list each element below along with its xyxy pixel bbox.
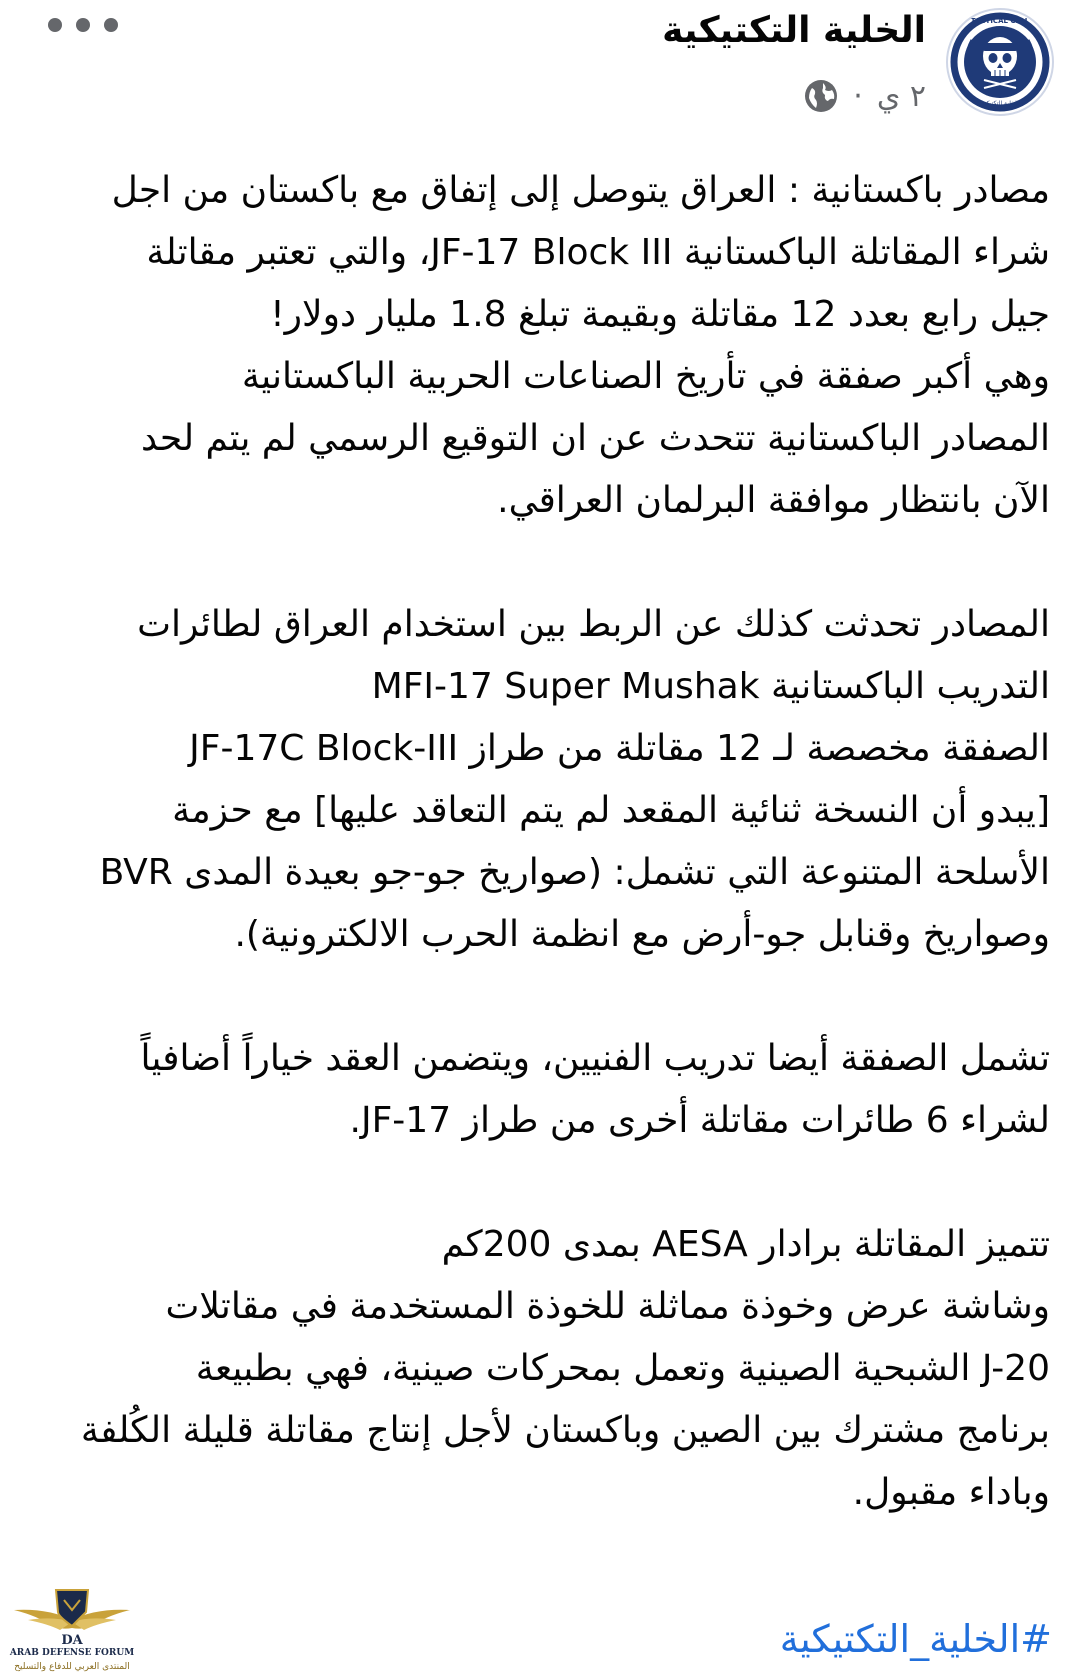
- post-text: [30, 160, 1050, 1524]
- post-line: الآن بانتظار موافقة البرلمان العراقي.: [497, 480, 1050, 521]
- page-avatar[interactable]: [946, 8, 1054, 116]
- post-timestamp[interactable]: ٢ ي: [876, 78, 926, 114]
- post-line: التدريب الباكستانية MFI-17 Super Mushak: [371, 666, 1050, 707]
- globe-icon[interactable]: [803, 78, 839, 114]
- post-line: [يبدو أن النسخة ثنائية المقعد لم يتم التعاقد عليها] مع حزمة: [172, 790, 1050, 831]
- post-line: تشمل الصفقة أيضا تدريب الفنيين، ويتضمن العقد خياراً أضافياً: [140, 1038, 1050, 1079]
- post-line: جيل رابع بعدد 12 مقاتلة وبقيمة تبلغ 1.8 مليار دولار!: [270, 294, 1050, 335]
- post-line: تتميز المقاتلة برادار AESA بمدى 200كم: [441, 1224, 1050, 1265]
- more-dots-icon: [48, 18, 62, 32]
- post-line: الصفقة مخصصة لـ 12 مقاتلة من طراز JF-17C Block-III: [189, 728, 1050, 769]
- tactical-cell-logo: [948, 10, 1052, 114]
- watermark-text: ARAB DEFENSE FORUM: [9, 1648, 135, 1658]
- post-line: وهي أكبر صفقة في تأريخ الصناعات الحربية الباكستانية: [241, 356, 1050, 397]
- post-header: [0, 0, 1080, 140]
- post-line: المصادر تحدثت كذلك عن الربط بين استخدام العراق لطائرات: [137, 604, 1050, 645]
- post-line: شراء المقاتلة الباكستانية JF-17 Block III، والتي تعتبر مقاتلة: [146, 232, 1050, 273]
- more-options-button[interactable]: [48, 10, 118, 40]
- paragraph-gap: [30, 532, 1050, 594]
- post-line: مصادر باكستانية : العراق يتوصل إلى إتفاق مع باكستان من اجل: [111, 170, 1050, 211]
- paragraph-gap: [30, 1152, 1050, 1214]
- post-meta: [803, 74, 926, 118]
- logo-text: TACTICAL CELL: [970, 17, 1030, 25]
- post-line: وصواريخ وقنابل جو-أرض مع انظمة الحرب الالكترونية).: [234, 914, 1050, 955]
- logo-subtext: الخلية التكتيكية: [981, 100, 1019, 107]
- hashtag-link[interactable]: #الخلية_التكتيكية: [779, 1617, 1052, 1661]
- paragraph-gap: [30, 966, 1050, 1028]
- arab-defense-forum-watermark: [8, 1586, 136, 1680]
- watermark-subtext: المنتدى العربي للدفاع والتسليح: [14, 1662, 130, 1672]
- watermark-monogram: DA: [61, 1633, 83, 1648]
- post-line: وشاشة عرض وخوذة مماثلة للخوذة المستخدمة في مقاتلات: [165, 1286, 1050, 1327]
- more-dots-icon: [104, 18, 118, 32]
- post-line: برنامج مشترك بين الصين وباكستان لأجل إنتاج مقاتلة قليلة الكُلفة: [80, 1410, 1050, 1451]
- forum-logo-icon: [8, 1586, 136, 1648]
- page-name-link[interactable]: الخلية التكتيكية: [662, 10, 926, 51]
- post-line: المصادر الباكستانية تتحدث عن ان التوقيع الرسمي لم يتم لحد: [140, 418, 1050, 459]
- meta-separator: ·: [853, 78, 863, 114]
- post-line: لشراء 6 طائرات مقاتلة أخرى من طراز JF-17.: [349, 1100, 1050, 1141]
- post-line: وباداء مقبول.: [852, 1472, 1050, 1513]
- post-line: الأسلحة المتنوعة التي تشمل: (صواريخ جو-جو بعيدة المدى BVR: [99, 852, 1050, 893]
- more-dots-icon: [76, 18, 90, 32]
- post-line: J-20 الشبحية الصينية وتعمل بمحركات صينية، فهي بطبيعة: [195, 1348, 1050, 1389]
